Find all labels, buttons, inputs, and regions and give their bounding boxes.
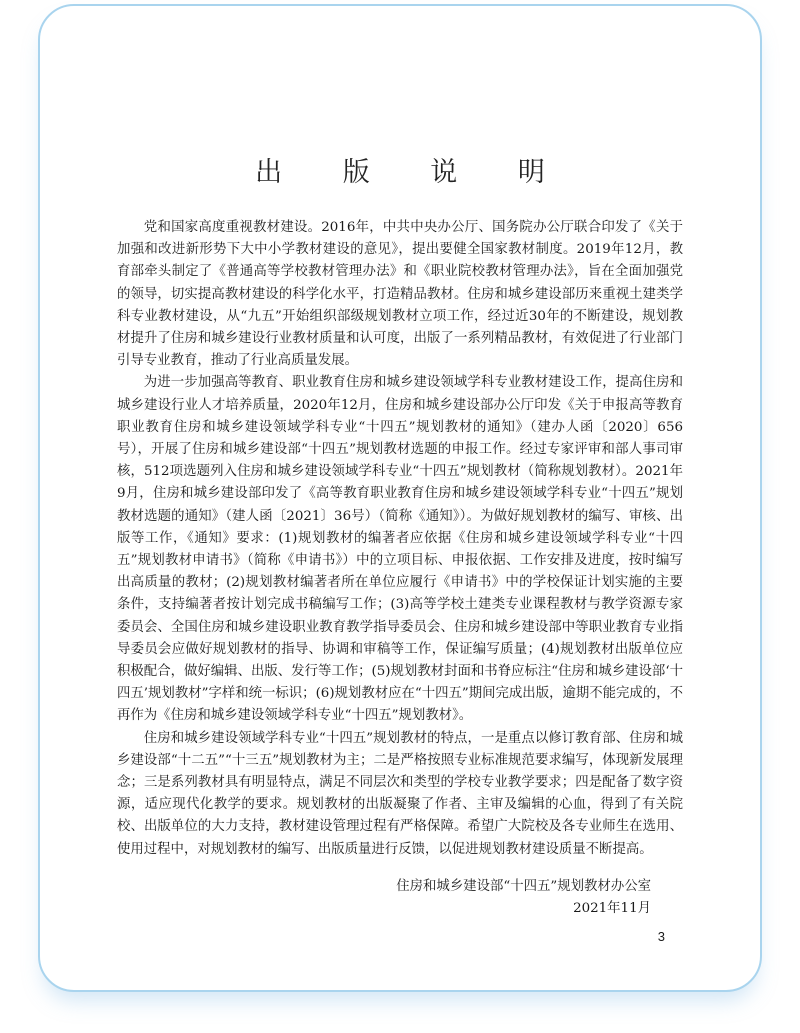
paragraph-2: 为进一步加强高等教育、职业教育住房和城乡建设领域学科专业教材建设工作，提高住房和城乡建设行业人才培养质量，2020年12月，住房和城乡建设部办公厅印发《关于申报高等教育职业教育住房和城乡建设领域学科专业“十四五”规划教材的通知》（建办人函〔2020〕656号），开展了住房和城乡建设部“十四五”规划教材选题的申报工作。经过专家评审和部人事司审核，512项选题列入住房和城乡建设领域学科专业“十四五”规划教材（简称规划教材）。2021年9月，住房和城乡建设部印发了《高等教育职业教育住房和城乡建设领域学科专业“十四五”规划教材选题的通知》（建人函〔2021〕36号）（简称《通知》）。为做好规划教材的编写、审核、出版等工作，《通知》要求：(1)规划教材的编著者应依据《住房和城乡建设领域学科专业“十四五”规划教材申请书》（简称《申请书》）中的立项目标、申报依据、工作安排及进度，按时编写出高质量的教材；(2)规划教材编著者所在单位应履行《申请书》中的学校保证计划实施的主要条件，支持编著者按计划完成书稿编写工作；(3)高等学校土建类专业课程教材与教学资源专家委员会、全国住房和城乡建设职业教育教学指导委员会、住房和城乡建设部中等职业教育专业指导委员会应做好规划教材的指导、协调和审稿等工作，保证编写质量；(4)规划教材出版单位应积极配合，做好编辑、出版、发行等工作；(5)规划教材封面和书脊应标注“住房和城乡建设部‘十四五’规划教材”字样和统一标识；(6)规划教材应在“十四五”期间完成出版，逾期不能完成的，不再作为《住房和城乡建设领域学科专业“十四五”规划教材》。 bbox=[117, 375, 683, 724]
page-title: 出 版 说 明 bbox=[255, 157, 571, 188]
body-text bbox=[117, 217, 683, 861]
page-number: 3 bbox=[657, 929, 665, 944]
signature-organization: 住房和城乡建设部“十四五”规划教材办公室 bbox=[396, 879, 651, 894]
paragraph-1: 党和国家高度重视教材建设。2016年，中共中央办公厅、国务院办公厅联合印发了《关于加强和改进新形势下大中小学教材建设的意见》，提出要健全国家教材制度。2019年12月，教育部牵头制定了《普通高等学校教材管理办法》和《职业院校教材管理办法》，旨在全面加强党的领导，切实提高教材建设的科学化水平，打造精品教材。住房和城乡建设部历来重视土建类学科专业教材建设，从“九五”开始组织部级规划教材立项工作，经过近30年的不断建设，规划教材提升了住房和城乡建设行业教材质量和认可度，出版了一系列精品教材，有效促进了行业部门引导专业教育，推动了行业高质量发展。 bbox=[117, 220, 683, 369]
signature-date: 2021年11月 bbox=[573, 901, 651, 916]
paragraph-3: 住房和城乡建设领域学科专业“十四五”规划教材的特点，一是重点以修订教育部、住房和城乡建设部“十二五”“十三五”规划教材为主；二是严格按照专业标准规范要求编写，体现新发展理念；三是系列教材具有明显特点，满足不同层次和类型的学校专业教学要求；四是配备了数字资源，适应现代化教学的要求。规划教材的出版凝聚了作者、主审及编辑的心血，得到了有关院校、出版单位的大力支持，教材建设管理过程有严格保障。希望广大院校及各专业师生在选用、使用过程中，对规划教材的编写、出版质量进行反馈，以促进规划教材建设质量不断提高。 bbox=[117, 730, 683, 857]
